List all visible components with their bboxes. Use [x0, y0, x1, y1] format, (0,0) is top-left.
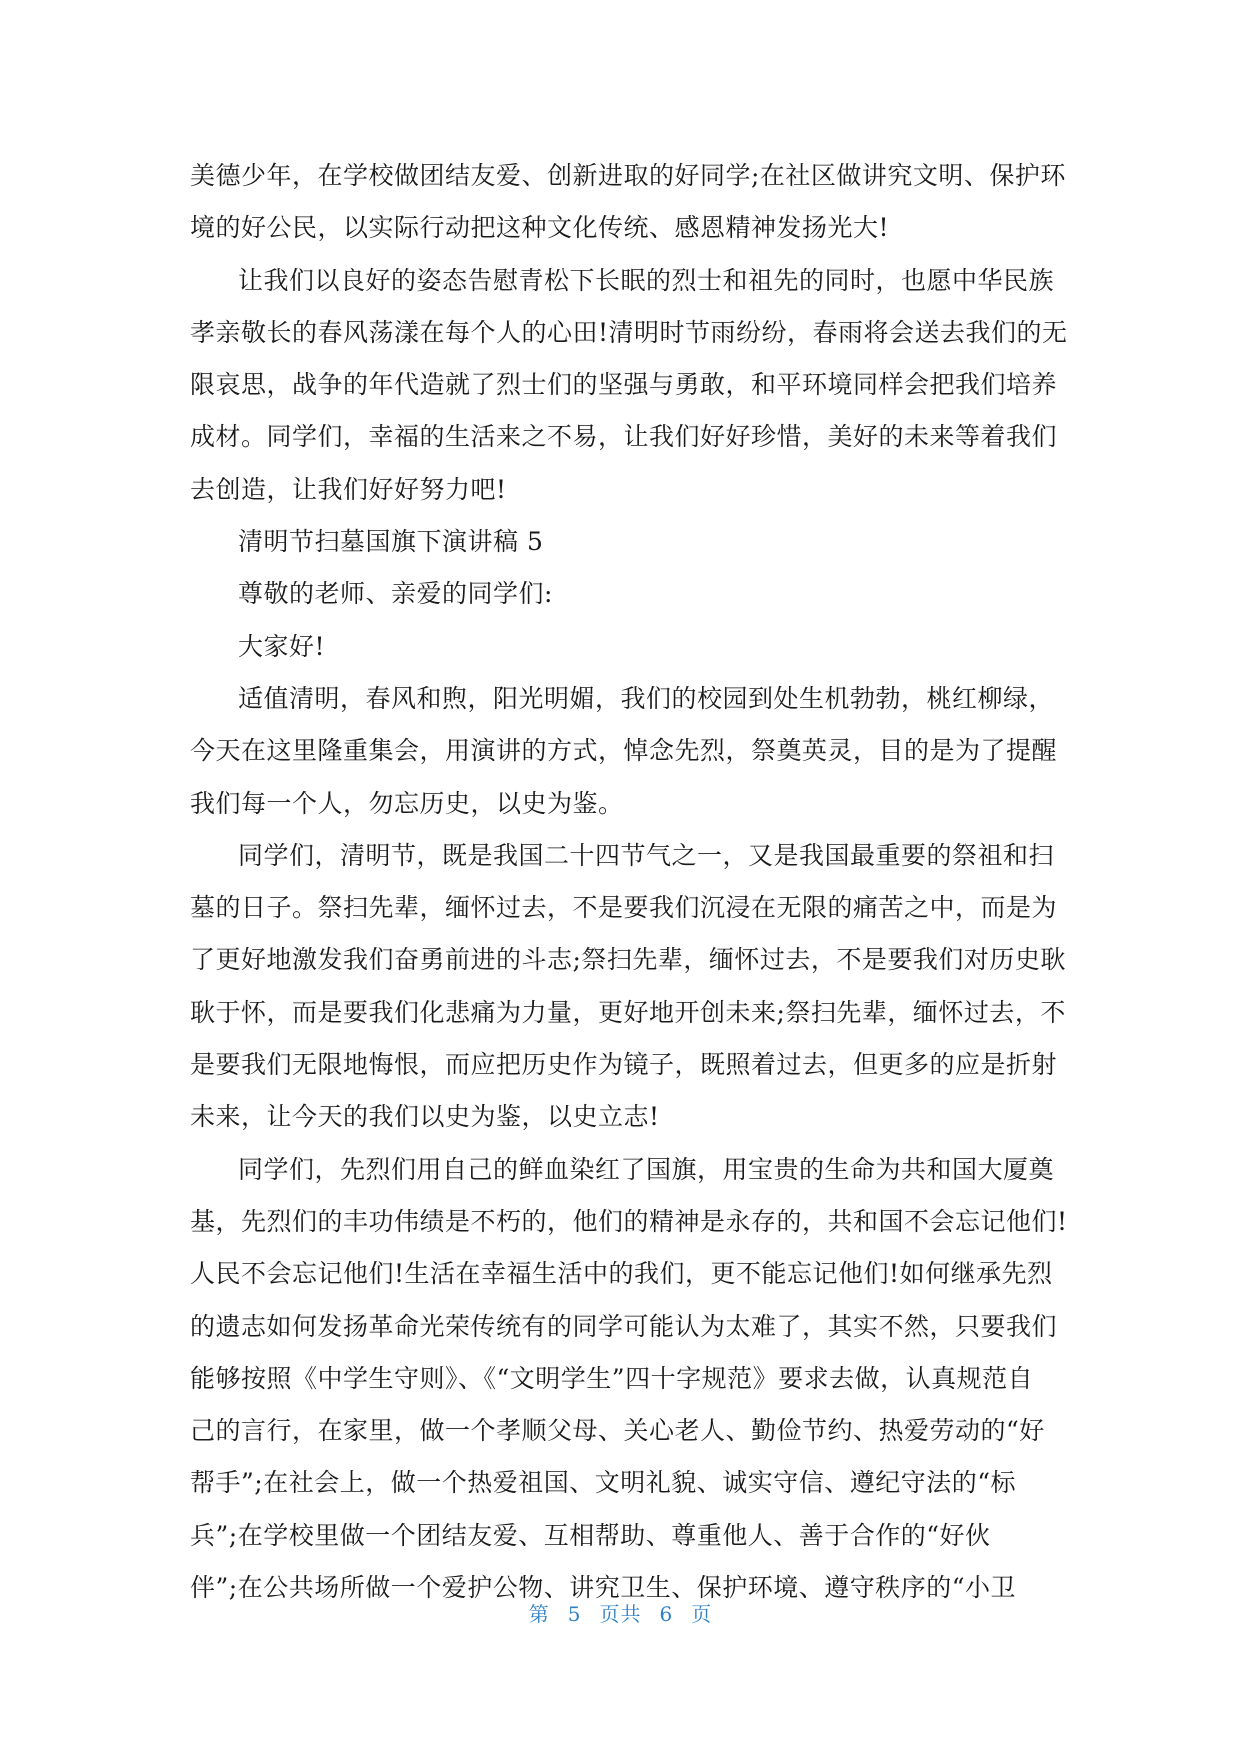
text-line: 今天在这里隆重集会，用演讲的方式，悼念先烈，祭奠英灵，目的是为了提醒: [190, 736, 1058, 766]
text-line: 墓的日子。祭扫先辈，缅怀过去，不是要我们沉浸在无限的痛苦之中，而是为: [190, 893, 1058, 923]
salutation: 尊敬的老师、亲爱的同学们:: [238, 579, 553, 609]
text-line: 美德少年，在学校做团结友爱、创新进取的好同学;在社区做讲究文明、保护环: [190, 161, 1066, 190]
text-line: 是要我们无限地悔恨，而应把历史作为镜子，既照着过去，但更多的应是折射: [190, 1050, 1058, 1080]
text-line: 同学们，清明节，既是我国二十四节气之一，又是我国最重要的祭祖和扫: [238, 840, 1055, 870]
text-line: 成材。同学们，幸福的生活来之不易，让我们好好珍惜，美好的未来等着我们: [190, 422, 1058, 452]
text-line: 限哀思，战争的年代造就了烈士们的坚强与勇敢，和平环境同样会把我们培养: [190, 370, 1058, 400]
text-line: 伴”;在公共场所做一个爱护公物、讲究卫生、保护环境、遵守秩序的“小卫: [190, 1573, 1016, 1603]
text-line: 帮手”;在社会上，做一个热爱祖国、文明礼貌、诚实守信、遵纪守法的“标: [190, 1468, 1016, 1498]
page-number-footer: [0, 1598, 1241, 1627]
text-line: 孝亲敬长的春风荡漾在每个人的心田!清明时节雨纷纷，春雨将会送去我们的无: [190, 317, 1068, 347]
total-pages-number: 6: [659, 1602, 674, 1626]
text-line: 我们每一个人，勿忘历史，以史为鉴。: [190, 788, 624, 818]
greeting: 大家好!: [238, 631, 326, 661]
text-line: 基，先烈们的丰功伟绩是不朽的，他们的精神是永存的，共和国不会忘记他们!: [190, 1206, 1068, 1236]
text-line: 未来，让今天的我们以史为鉴，以史立志!: [190, 1102, 660, 1132]
document-body: [190, 150, 1068, 1614]
text-line: 境的好公民，以实际行动把这种文化传统、感恩精神发扬光大!: [190, 213, 890, 243]
text-line: 让我们以良好的姿态告慰青松下长眠的烈士和祖先的同时，也愿中华民族: [238, 265, 1055, 295]
text-line: 适值清明，春风和煦，阳光明媚，我们的校园到处生机勃勃，桃红柳绿，: [238, 683, 1055, 713]
footer-middle: 页共: [599, 1602, 642, 1626]
text-line: 同学们，先烈们用自己的鲜血染红了国旗，用宝贵的生命为共和国大厦奠: [238, 1154, 1055, 1184]
section-title: 清明节扫墓国旗下演讲稿 5: [238, 527, 544, 557]
footer-prefix: 第: [528, 1602, 550, 1626]
text-line: 人民不会忘记他们!生活在幸福生活中的我们，更不能忘记他们!如何继承先烈: [190, 1259, 1053, 1289]
text-line: 耿于怀，而是要我们化悲痛为力量，更好地开创未来;祭扫先辈，缅怀过去，不: [190, 997, 1066, 1027]
text-line: 己的言行，在家里，做一个孝顺父母、关心老人、勤俭节约、热爱劳动的“好: [190, 1416, 1045, 1446]
text-line: 了更好地激发我们奋勇前进的斗志;祭扫先辈，缅怀过去，不是要我们对历史耿: [190, 945, 1066, 975]
text-line: 兵”;在学校里做一个团结友爱、互相帮助、尊重他人、善于合作的“好伙: [190, 1520, 991, 1550]
current-page-number: 5: [567, 1602, 582, 1626]
footer-suffix: 页: [691, 1602, 713, 1626]
text-line: 去创造，让我们好好努力吧!: [190, 474, 507, 504]
text-line: 的遗志如何发扬革命光荣传统有的同学可能认为太难了，其实不然，只要我们: [190, 1311, 1058, 1341]
text-line: 能够按照《中学生守则》、《“文明学生”四十字规范》要求去做，认真规范自: [190, 1363, 1034, 1393]
